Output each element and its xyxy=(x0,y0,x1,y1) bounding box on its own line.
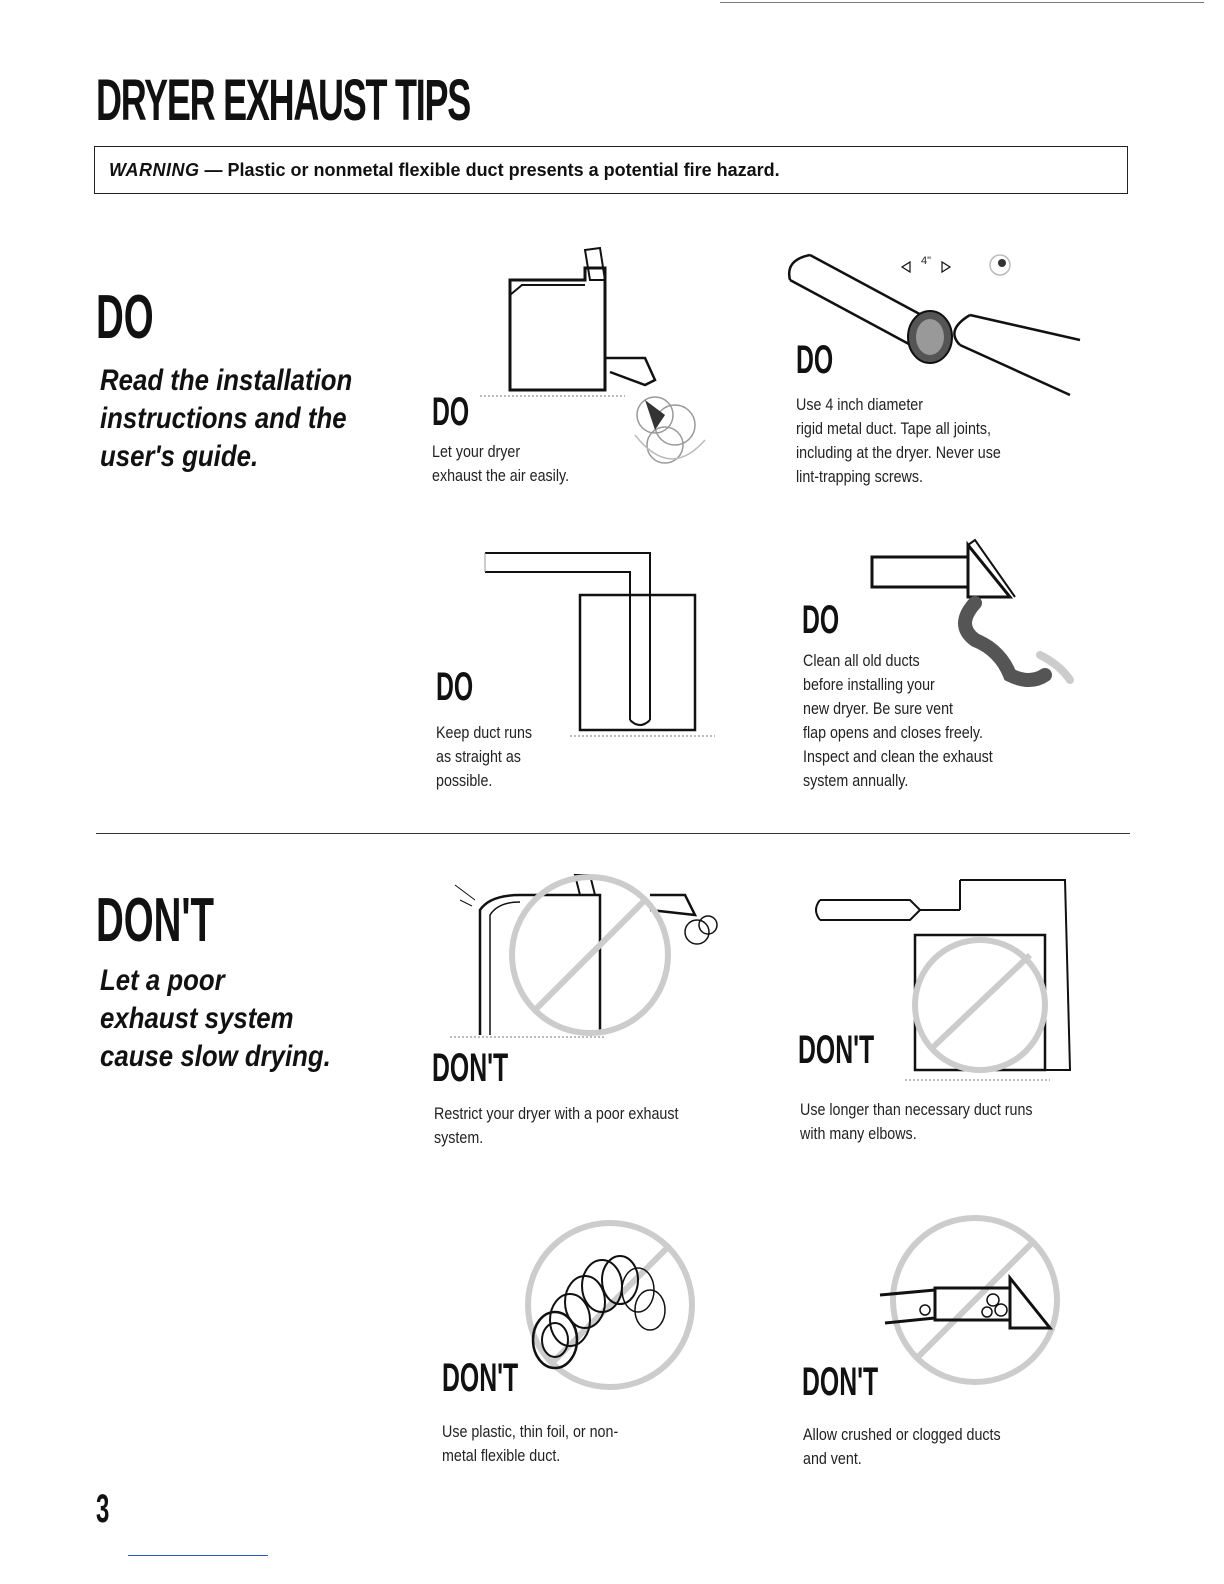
dont-item-4-head: DON'T xyxy=(802,1360,879,1404)
caption-line: system annually. xyxy=(803,771,909,790)
dont-item-2-head: DON'T xyxy=(798,1028,875,1072)
dont-item-1-caption xyxy=(434,1102,678,1150)
dont-lead-line-2: exhaust system xyxy=(100,1002,294,1035)
dont-item-1-head: DON'T xyxy=(432,1046,509,1090)
warning-label: WARNING xyxy=(109,160,200,180)
straight-duct-run-illustration xyxy=(480,550,720,750)
caption-line: new dryer. Be sure vent xyxy=(803,699,954,718)
warning-text xyxy=(109,160,780,181)
do-item-3-head: DO xyxy=(436,665,474,709)
do-item-1-caption xyxy=(432,440,569,488)
do-item-1-head: DO xyxy=(432,390,470,434)
caption-line: before installing your xyxy=(803,675,935,694)
do-item-4-caption xyxy=(803,649,993,793)
do-item-4-head: DO xyxy=(802,598,840,642)
caption-line: flap opens and closes freely. xyxy=(803,723,983,742)
caption-line: Use longer than necessary duct runs xyxy=(800,1100,1033,1119)
do-item-2-caption xyxy=(796,393,1001,489)
dont-heading: DON'T xyxy=(96,886,215,955)
do-lead-line-1: Read the installation xyxy=(100,364,353,397)
dont-item-2-caption xyxy=(800,1098,1033,1146)
section-divider xyxy=(96,833,1130,834)
warning-box xyxy=(94,146,1128,194)
caption-line: Clean all old ducts xyxy=(803,651,920,670)
do-lead-line-3: user's guide. xyxy=(100,440,259,473)
caption-line: Let your dryer xyxy=(432,442,521,461)
caption-line: system. xyxy=(434,1128,484,1147)
caption-line: exhaust the air easily. xyxy=(432,466,570,485)
caption-line: lint-trapping screws. xyxy=(796,467,923,486)
page-title: DRYER EXHAUST TIPS xyxy=(96,68,470,133)
caption-line: Restrict your dryer with a poor exhaust xyxy=(434,1104,679,1123)
caption-line: metal flexible duct. xyxy=(442,1446,561,1465)
do-item-2-head: DO xyxy=(796,338,834,382)
caption-line: Keep duct runs xyxy=(436,723,533,742)
caption-line: Use plastic, thin foil, or non- xyxy=(442,1422,619,1441)
top-rule xyxy=(720,2,1204,3)
caption-line: as straight as xyxy=(436,747,521,766)
dont-lead-line-1: Let a poor xyxy=(100,964,225,997)
caption-line: Inspect and clean the exhaust xyxy=(803,747,993,766)
caption-line: and vent. xyxy=(803,1449,862,1468)
caption-line: including at the dryer. Never use xyxy=(796,443,1001,462)
do-lead xyxy=(100,362,352,476)
dont-item-4-caption xyxy=(803,1423,1001,1471)
flexible-duct-illustration xyxy=(510,1220,710,1400)
dont-lead-line-3: cause slow drying. xyxy=(100,1040,331,1073)
caption-line: with many elbows. xyxy=(800,1124,917,1143)
dont-item-3-head: DON'T xyxy=(442,1356,519,1400)
bottom-accent-line xyxy=(128,1555,268,1556)
clogged-vent-illustration xyxy=(875,1210,1075,1390)
caption-line: rigid metal duct. Tape all joints, xyxy=(796,419,991,438)
dont-item-3-caption xyxy=(442,1420,618,1468)
warning-message: — Plastic or nonmetal flexible duct presents a potential fire hazard. xyxy=(199,160,780,180)
caption-line: Allow crushed or clogged ducts xyxy=(803,1425,1001,1444)
do-lead-line-2: instructions and the xyxy=(100,402,347,435)
caption-line: possible. xyxy=(436,771,493,790)
dont-lead xyxy=(100,962,331,1076)
do-item-3-caption xyxy=(436,721,532,793)
page-number: 3 xyxy=(96,1487,110,1531)
caption-line: Use 4 inch diameter xyxy=(796,395,923,414)
do-heading: DO xyxy=(96,283,154,352)
restricted-exhaust-illustration xyxy=(450,870,740,1050)
duct-size-label: 4" xyxy=(921,255,932,267)
